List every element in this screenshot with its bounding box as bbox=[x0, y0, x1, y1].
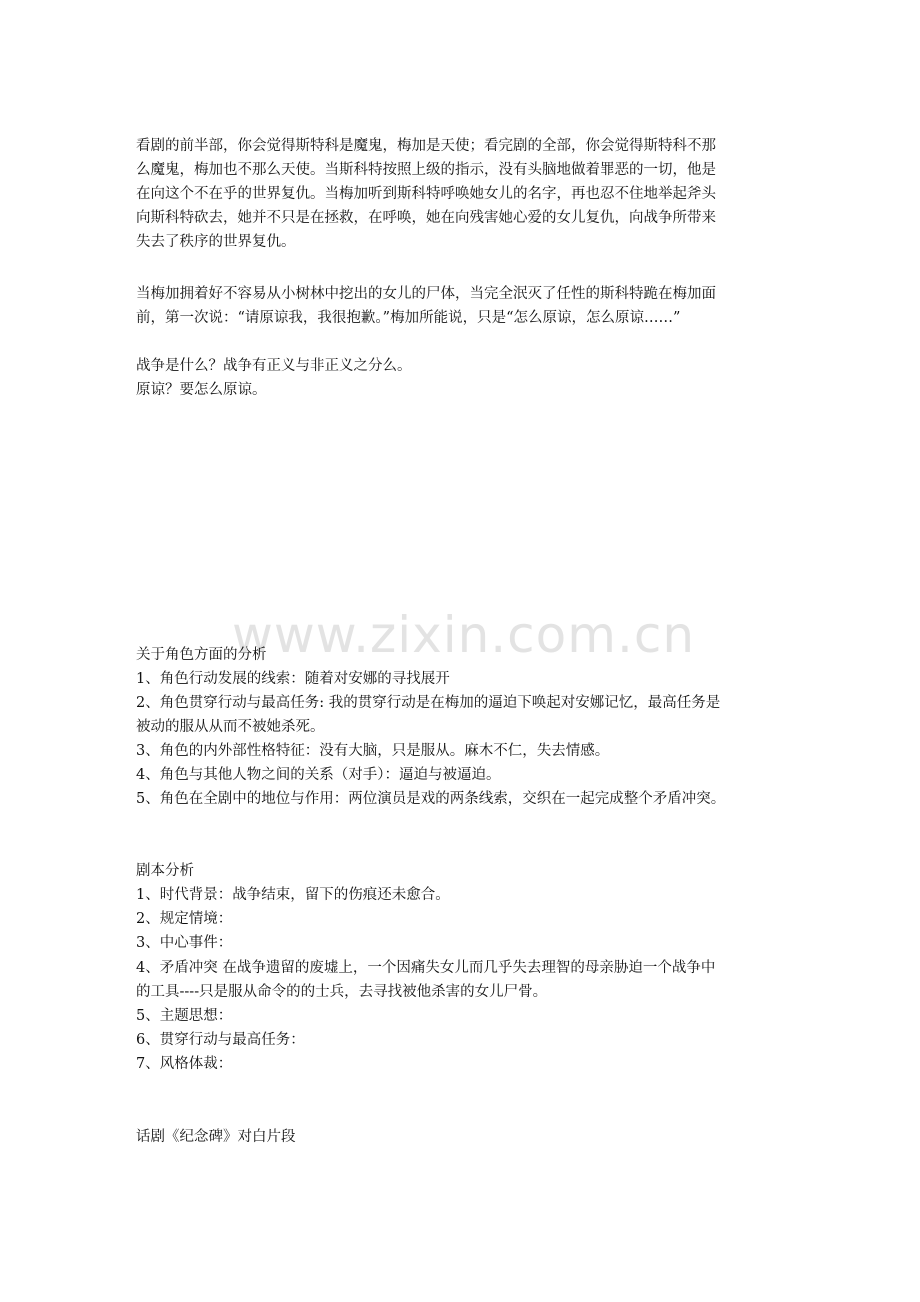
list-item: 5、角色在全剧中的地位与作用：两位演员是戏的两条线索，交织在一起完成整个矛盾冲突。 bbox=[136, 791, 726, 807]
paragraph-line: 当梅加拥着好不容易从小树林中挖出的女儿的尸体，当完全泯灭了任性的斯科特跪在梅加面 bbox=[136, 286, 716, 302]
list-item: 1、时代背景：战争结束，留下的伤痕还未愈合。 bbox=[136, 887, 450, 903]
question-line: 原谅？要怎么原谅。 bbox=[136, 382, 267, 398]
section-heading: 关于角色方面的分析 bbox=[136, 647, 267, 663]
question-line: 战争是什么？战争有正义与非正义之分么。 bbox=[136, 358, 412, 374]
paragraph-line: 看剧的前半部，你会觉得斯特科是魔鬼，梅加是天使；看完剧的全部，你会觉得斯特科不那 bbox=[136, 138, 716, 154]
paragraph-line: 前，第一次说：“请原谅我，我很抱歉。”梅加所能说，只是“怎么原谅，怎么原谅……” bbox=[136, 310, 681, 326]
footer-title: 话剧《纪念碑》对白片段 bbox=[136, 1129, 296, 1145]
list-item: 2、角色贯穿行动与最高任务: 我的贯穿行动是在梅加的逼迫下唤起对安娜记忆，最高任务是 bbox=[136, 695, 721, 711]
list-item: 1、角色行动发展的线索：随着对安娜的寻找展开 bbox=[136, 671, 450, 687]
list-item: 4、角色与其他人物之间的关系（对手）：逼迫与被逼迫。 bbox=[136, 767, 501, 783]
list-item: 被动的服从从而不被她杀死。 bbox=[136, 719, 325, 735]
list-item: 5、主题思想： bbox=[136, 1008, 233, 1024]
section-heading: 剧本分析 bbox=[136, 863, 194, 879]
list-item: 的工具----只是服从命令的的士兵，去寻找被他杀害的女儿尸骨。 bbox=[136, 984, 548, 1000]
list-item: 4、矛盾冲突 在战争遗留的废墟上，一个因痛失女儿而几乎失去理智的母亲胁迫一个战争中 bbox=[136, 960, 716, 976]
paragraph-line: 么魔鬼，梅加也不那么天使。当斯科特按照上级的指示，没有头脑地做着罪恶的一切，他是 bbox=[136, 162, 716, 178]
list-item: 6、贯穿行动与最高任务： bbox=[136, 1032, 305, 1048]
list-item: 3、中心事件： bbox=[136, 935, 233, 951]
list-item: 7、风格体裁： bbox=[136, 1056, 233, 1072]
list-item: 2、规定情境： bbox=[136, 911, 233, 927]
list-item: 3、角色的内外部性格特征：没有大脑，只是服从。麻木不仁，失去情感。 bbox=[136, 743, 610, 759]
paragraph-line: 在向这个不在乎的世界复仇。当梅加听到斯科特呼唤她女儿的名字，再也忍不住地举起斧头 bbox=[136, 186, 716, 202]
paragraph-line: 失去了秩序的世界复仇。 bbox=[136, 234, 296, 250]
paragraph-line: 向斯科特砍去，她并不只是在拯救，在呼唤，她在向残害她心爱的女儿复仇，向战争所带来 bbox=[136, 210, 716, 226]
watermark: www.zixin.com.cn bbox=[232, 606, 696, 664]
